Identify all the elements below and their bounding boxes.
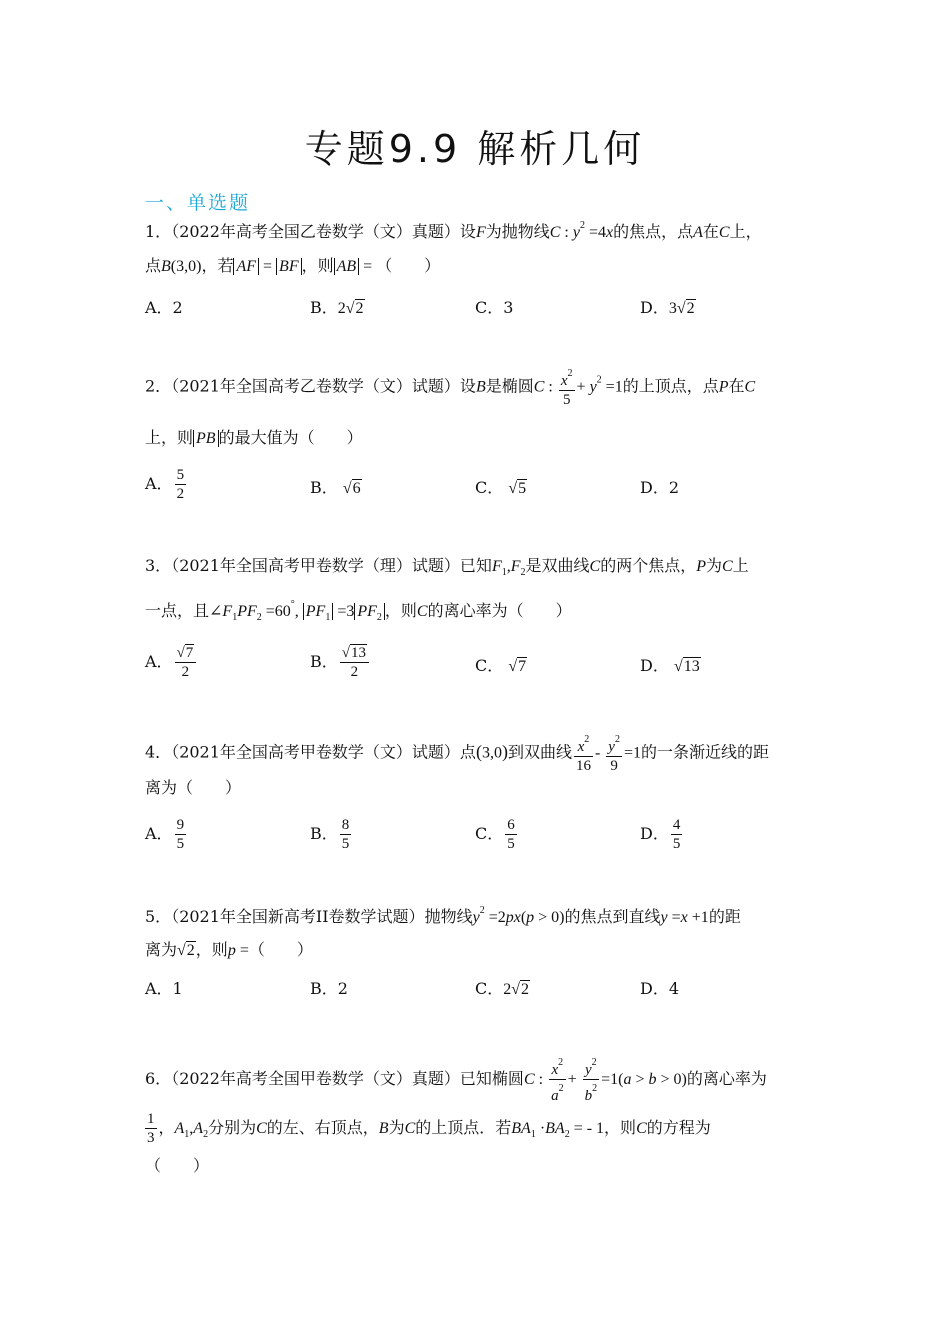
question-text: ，则 bbox=[195, 940, 228, 959]
option-label: D． bbox=[640, 824, 669, 843]
question-2-option-c[interactable]: C． √5 bbox=[475, 478, 527, 497]
question-6-line-3: （ ） bbox=[145, 1156, 210, 1175]
question-6-line-2: $\frac{1}{3}$ ，$A_1,A_2$分别为C的左、右顶点，B为C的上顶点．若$BA_1 \cdot BA_2$ = - 1，则C的方程为 bbox=[147, 1111, 711, 1146]
question-text: 的距 bbox=[708, 907, 741, 926]
option-label: C． bbox=[475, 979, 504, 998]
question-4-option-b[interactable]: B． $\frac{8}{5}$ bbox=[310, 817, 350, 852]
question-text: 的上顶点，点 bbox=[622, 376, 719, 396]
question-text: 设 bbox=[459, 376, 476, 396]
question-text: （ ） bbox=[376, 256, 441, 275]
question-source: （2021年全国高考甲卷数学（理）试题） bbox=[171, 556, 460, 575]
question-text: 一点，且 bbox=[145, 601, 210, 620]
question-text: 点 bbox=[145, 256, 162, 275]
question-text: 的离心率为（ ） bbox=[427, 601, 572, 620]
question-text: 上 bbox=[732, 556, 749, 575]
question-text: 上， bbox=[729, 222, 762, 241]
question-text: 离为 bbox=[145, 940, 178, 959]
option-label: C． bbox=[475, 478, 504, 497]
question-text: 的焦点到直线 bbox=[564, 907, 661, 926]
option-label: B． bbox=[310, 298, 338, 317]
question-2-option-a[interactable]: A． $\frac{5}{2}$ bbox=[145, 467, 185, 502]
question-1-option-a[interactable]: A．2 bbox=[145, 298, 183, 317]
option-label: A． bbox=[145, 824, 173, 843]
question-source: （2021年全国高考乙卷数学（文）试题） bbox=[171, 376, 460, 396]
question-text: 的两个焦点， bbox=[600, 556, 697, 575]
question-1-option-d[interactable]: D．3√2 bbox=[640, 298, 695, 317]
question-text: 的一条渐近线的距 bbox=[640, 742, 769, 762]
question-text: ，则 bbox=[604, 1118, 637, 1137]
question-2-line-1: 2．（2021年全国高考乙卷数学（文）试题）设B是椭圆C : $\frac{x^2}{5}$ + $y^2 =1$的上顶点，点P在C bbox=[145, 365, 755, 409]
option-label: B． bbox=[310, 478, 338, 497]
question-text: 到双曲线 bbox=[507, 742, 572, 762]
question-source: （2022年高考全国甲卷数学（文）真题） bbox=[171, 1069, 460, 1088]
question-text: 点 bbox=[459, 742, 476, 762]
question-1-option-b[interactable]: B．2√2 bbox=[310, 298, 364, 317]
question-text: ，则 bbox=[301, 256, 334, 275]
question-text: 设 bbox=[459, 222, 476, 241]
question-5-option-a[interactable]: A．1 bbox=[145, 979, 183, 998]
question-text: 的左、右顶点， bbox=[266, 1118, 379, 1137]
question-6-line-1: 6．（2022年高考全国甲卷数学（文）真题）已知椭圆C : $\frac{x^2}{a^2}$ + $\frac{y^2}{b^2}$ =1(a > b > 0)的离心率为 bbox=[145, 1054, 767, 1105]
question-4-line-1: 4．（2021年全国高考甲卷数学（文）试题）点(3,0)到双曲线 $\frac{x^2}{16}$ - $\frac{y^2}{9}$ =1的一条渐近线的距 bbox=[145, 731, 769, 775]
section-heading: 一、单选题 bbox=[145, 192, 251, 214]
question-text: 的上顶点．若 bbox=[415, 1118, 512, 1137]
question-text: 已知椭圆 bbox=[459, 1069, 524, 1088]
question-text: 的离心率为 bbox=[686, 1069, 767, 1088]
question-3-option-a[interactable]: A． $\frac{√7}{2}$ bbox=[145, 644, 198, 681]
question-4-option-c[interactable]: C． $\frac{6}{5}$ bbox=[475, 817, 515, 852]
question-text: 为 bbox=[388, 1118, 405, 1137]
question-2-line-2: 上，则 PB 的最大值为（ ） bbox=[145, 428, 363, 447]
question-3-line-1: 3．（2021年全国高考甲卷数学（理）试题）已知$F_1,F_2$是双曲线C的两个焦点，P为C上 bbox=[145, 556, 749, 578]
question-number: 1． bbox=[145, 222, 172, 241]
question-text: 抛物线 bbox=[424, 907, 473, 926]
question-number: 2． bbox=[145, 376, 172, 396]
question-3-option-b[interactable]: B． $\frac{√13}{2}$ bbox=[310, 644, 371, 681]
question-1-line-2: 点B(3,0)，若 AF = BF ，则 AB = （ ） bbox=[145, 256, 441, 275]
question-text: 的方程为 bbox=[646, 1118, 711, 1137]
question-text: 上，则 bbox=[145, 428, 194, 447]
option-label: A． bbox=[145, 652, 173, 671]
option-label: C． bbox=[475, 656, 504, 675]
option-label: D． bbox=[640, 298, 669, 317]
question-source: （2022年高考全国乙卷数学（文）真题） bbox=[171, 222, 460, 241]
question-text: ， bbox=[158, 1118, 175, 1137]
page-title: 专题9.9 解析几何 bbox=[304, 127, 646, 171]
question-text: 是椭圆 bbox=[485, 376, 534, 396]
question-5-line-2: 离为√2，则p =（ ） bbox=[145, 940, 313, 959]
question-4-option-d[interactable]: D． $\frac{4}{5}$ bbox=[640, 817, 681, 852]
question-5-option-b[interactable]: B．2 bbox=[310, 979, 348, 998]
question-text: 为抛物线 bbox=[485, 222, 550, 241]
question-text: 在 bbox=[728, 376, 745, 396]
option-label: D． bbox=[640, 656, 669, 675]
question-number: 6． bbox=[145, 1069, 172, 1088]
question-text: 离为（ ） bbox=[145, 778, 242, 797]
question-text: 已知 bbox=[459, 556, 492, 575]
question-1-option-c[interactable]: C．3 bbox=[475, 298, 514, 317]
option-label: B． bbox=[310, 652, 338, 671]
question-text: 为 bbox=[705, 556, 722, 575]
question-1-line-1: 1．（2022年高考全国乙卷数学（文）真题）设F为抛物线C : $y^2 =4x$的焦点，点A在C上， bbox=[145, 220, 762, 241]
question-text: 是双曲线 bbox=[525, 556, 590, 575]
question-4-option-a[interactable]: A． $\frac{9}{5}$ bbox=[145, 817, 185, 852]
option-label: A． bbox=[145, 474, 173, 493]
question-4-line-2 bbox=[145, 774, 241, 802]
question-text: 在 bbox=[702, 222, 719, 241]
question-number: 4． bbox=[145, 742, 172, 762]
question-3-option-d[interactable]: D． √13 bbox=[640, 656, 700, 675]
question-number: 5． bbox=[145, 907, 172, 926]
question-source: （2021年全国高考甲卷数学（文）试题） bbox=[171, 742, 460, 762]
question-text: 的焦点，点 bbox=[613, 222, 694, 241]
option-label: C． bbox=[475, 824, 504, 843]
option-label: B． bbox=[310, 824, 338, 843]
question-2-option-b[interactable]: B． √6 bbox=[310, 478, 361, 497]
question-text: ，若 bbox=[201, 256, 234, 275]
question-source: （2021年全国新高考II卷数学试题） bbox=[171, 907, 425, 926]
question-5-option-c[interactable]: C．2√2 bbox=[475, 979, 530, 998]
question-text: 分别为 bbox=[208, 1118, 257, 1137]
question-number: 3． bbox=[145, 556, 172, 575]
question-5-line-1: 5．（2021年全国新高考II卷数学试题）抛物线$y^2 =2px(p > 0)$的焦点到直线y =x +1的距 bbox=[145, 905, 741, 926]
question-3-line-2: 一点，且$\angle F_1PF_2 =60^\circ$, $PF_1 =3$ $PF_2$ ，则C的离心率为（ ） bbox=[145, 599, 572, 623]
question-5-option-d[interactable]: D．4 bbox=[640, 979, 680, 998]
question-text: （ ） bbox=[248, 940, 313, 959]
question-2-option-d[interactable]: D．2 bbox=[640, 478, 680, 497]
question-3-option-c[interactable]: C． √7 bbox=[475, 656, 527, 675]
question-text: ，则 bbox=[384, 601, 417, 620]
question-text: 的最大值为（ ） bbox=[218, 428, 363, 447]
